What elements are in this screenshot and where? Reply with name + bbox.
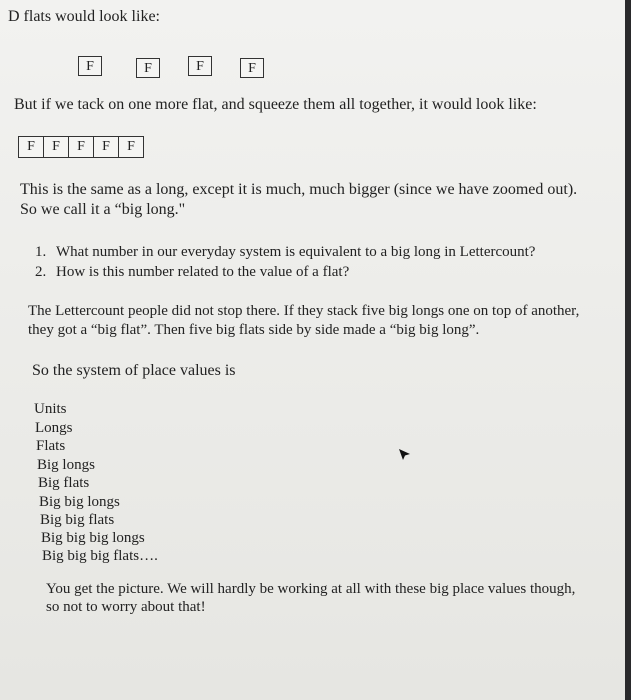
place-value-item: Big longs (37, 457, 95, 473)
flat-box: F (78, 56, 102, 76)
lettercount-para-line-1: The Lettercount people did not stop there. If they stack five big longs one on top of another, (28, 303, 580, 319)
closing-line-1: You get the picture. We will hardly be working at all with these big place values though, (46, 581, 576, 597)
place-value-item: Big big big longs (41, 530, 145, 546)
place-value-item: Flats (36, 438, 66, 454)
strip-cell: F (94, 137, 119, 157)
lettercount-para-line-2: they got a “big flat”. Then five big flats side by side made a “big big long”. (28, 322, 480, 338)
flat-box: F (240, 58, 264, 78)
place-value-item: Big big flats (40, 512, 115, 528)
tack-text: But if we tack on one more flat, and squeeze them all together, it would look like: (14, 96, 537, 113)
same-as-long-line-1: This is the same as a long, except it is much, much bigger (since we have zoomed out). (20, 181, 578, 198)
intro-text: D flats would look like: (8, 8, 160, 25)
place-value-item: Big big big flats…. (42, 548, 158, 564)
question-item: 2. How is this number related to the value of a flat? (50, 262, 535, 282)
system-intro: So the system of place values is (32, 362, 236, 379)
question-list (28, 242, 535, 282)
strip-cell: F (127, 139, 135, 154)
place-value-item: Units (34, 401, 67, 417)
closing-line-2: so not to worry about that! (46, 599, 206, 615)
flat-box: F (188, 56, 212, 76)
strip-cell: F (19, 137, 44, 157)
place-value-item: Big big longs (39, 494, 120, 510)
squeezed-flats-strip (18, 136, 144, 158)
question-item: 1. What number in our everyday system is equivalent to a big long in Lettercount? (50, 242, 535, 262)
place-value-item: Big flats (38, 475, 90, 491)
flat-box: F (136, 58, 160, 78)
same-as-long-line-2: So we call it a “big long." (20, 201, 186, 218)
strip-cell: F (44, 137, 69, 157)
mouse-cursor-icon (398, 448, 412, 462)
place-value-item: Longs (35, 420, 73, 436)
strip-cell: F (69, 137, 94, 157)
